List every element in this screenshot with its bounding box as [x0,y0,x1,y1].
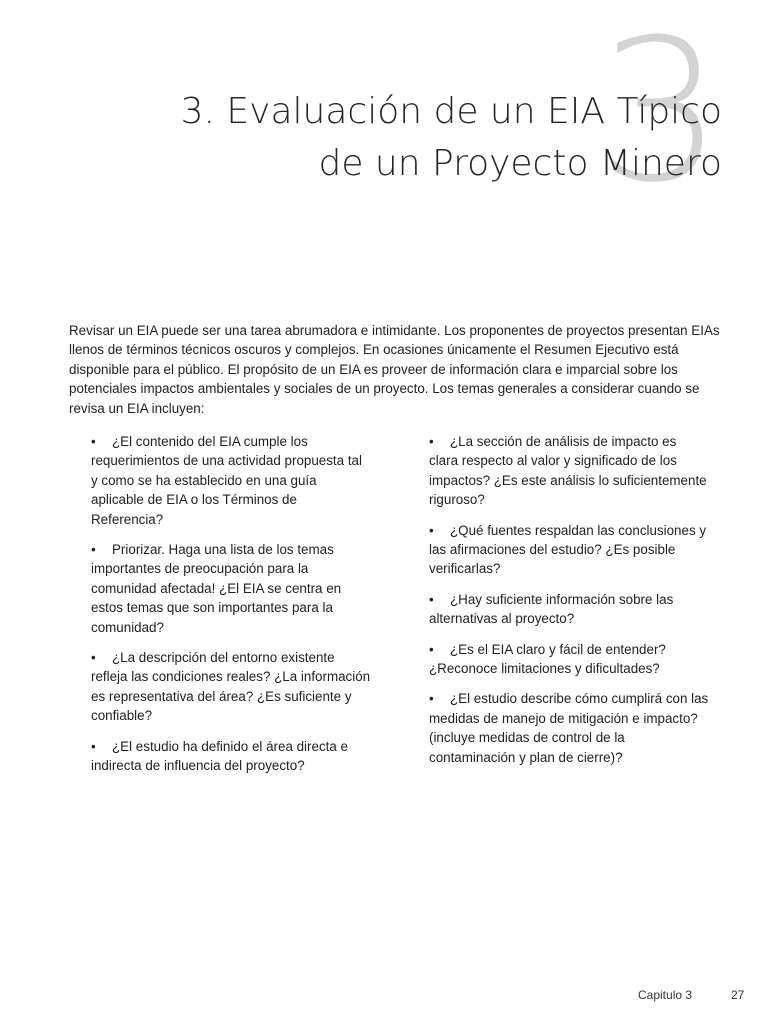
page-number: 27 [731,988,745,1002]
bullet-icon: • [429,641,434,657]
list-item [91,540,371,637]
list-item [429,689,709,767]
list-item-text: ¿Es el EIA claro y fácil de entender? ¿Reconoce limitaciones y dificultades? [429,641,666,677]
list-item [429,590,709,629]
list-item-text: ¿La sección de análisis de impacto es clara respecto al valor y significado de los impactos? ¿Es este análisis lo suficientemente riguroso? [429,434,707,508]
list-item [429,432,709,510]
list-item-text: ¿El estudio describe cómo cumplirá con las medidas de manejo de mitigación e impacto? (incluye medidas de control de la contaminación y plan de cierre)? [429,691,709,765]
bullet-icon: • [91,738,96,754]
list-item-text: ¿Qué fuentes respaldan las conclusiones y las afirmaciones del estudio? ¿Es posible verificarlas? [429,522,707,577]
bullet-icon: • [429,522,434,538]
bullet-icon: • [429,691,434,707]
intro-paragraph: Revisar un EIA puede ser una tarea abrumadora e intimidante. Los proponentes de proyectos presentan EIAs llenos de términos técnicos oscuros y complejos. En ocasiones únicamente el Resumen Ejecutivo está disponible para el público. El propósito de un EIA es proveer de información clara e imparcial sobre los potenciales impactos ambientales y sociales de un proyecto. Los temas generales a considerar cuando se revisa un EIA incluyen: [69,323,720,416]
list-item-text: Priorizar. Haga una lista de los temas importantes de preocupación para la comunidad afectada! ¿El EIA se centra en estos temas que son importantes para la comunidad? [91,542,342,635]
bullet-icon: • [91,542,96,558]
chapter-numeral: 3 [598,0,719,226]
bullet-icon: • [429,434,434,449]
list-item [91,648,371,726]
footer-chapter-label: Capitulo 3 [638,988,693,1002]
list-item [429,521,709,579]
list-item-text: ¿El contenido del EIA cumple los requerimientos de una actividad propuesta tal y como se ha establecido en una guía aplicable de EIA o los Términos de Referencia? [91,434,362,527]
list-item [429,640,709,679]
list-item-text: ¿El estudio ha definido el área directa e indirecta de influencia del proyecto? [91,738,348,774]
list-item-text: ¿Hay suficiente información sobre las alternativas al proyecto? [429,591,674,627]
right-bullet-list [429,432,709,778]
bullet-icon: • [91,650,96,666]
bullet-icon: • [91,434,96,449]
list-item [91,737,371,776]
list-item [91,432,371,529]
page-title [181,86,722,190]
list-item-text: ¿La descripción del entorno existente refleja las condiciones reales? ¿La información es representativa del área? ¿Es suficiente y confiable? [91,650,371,724]
bullet-icon: • [429,591,434,607]
title-line-2: de un Proyecto Minero [318,143,722,184]
left-bullet-list [91,432,371,787]
title-line-1: 3. Evaluación de un EIA Típico [180,91,722,132]
